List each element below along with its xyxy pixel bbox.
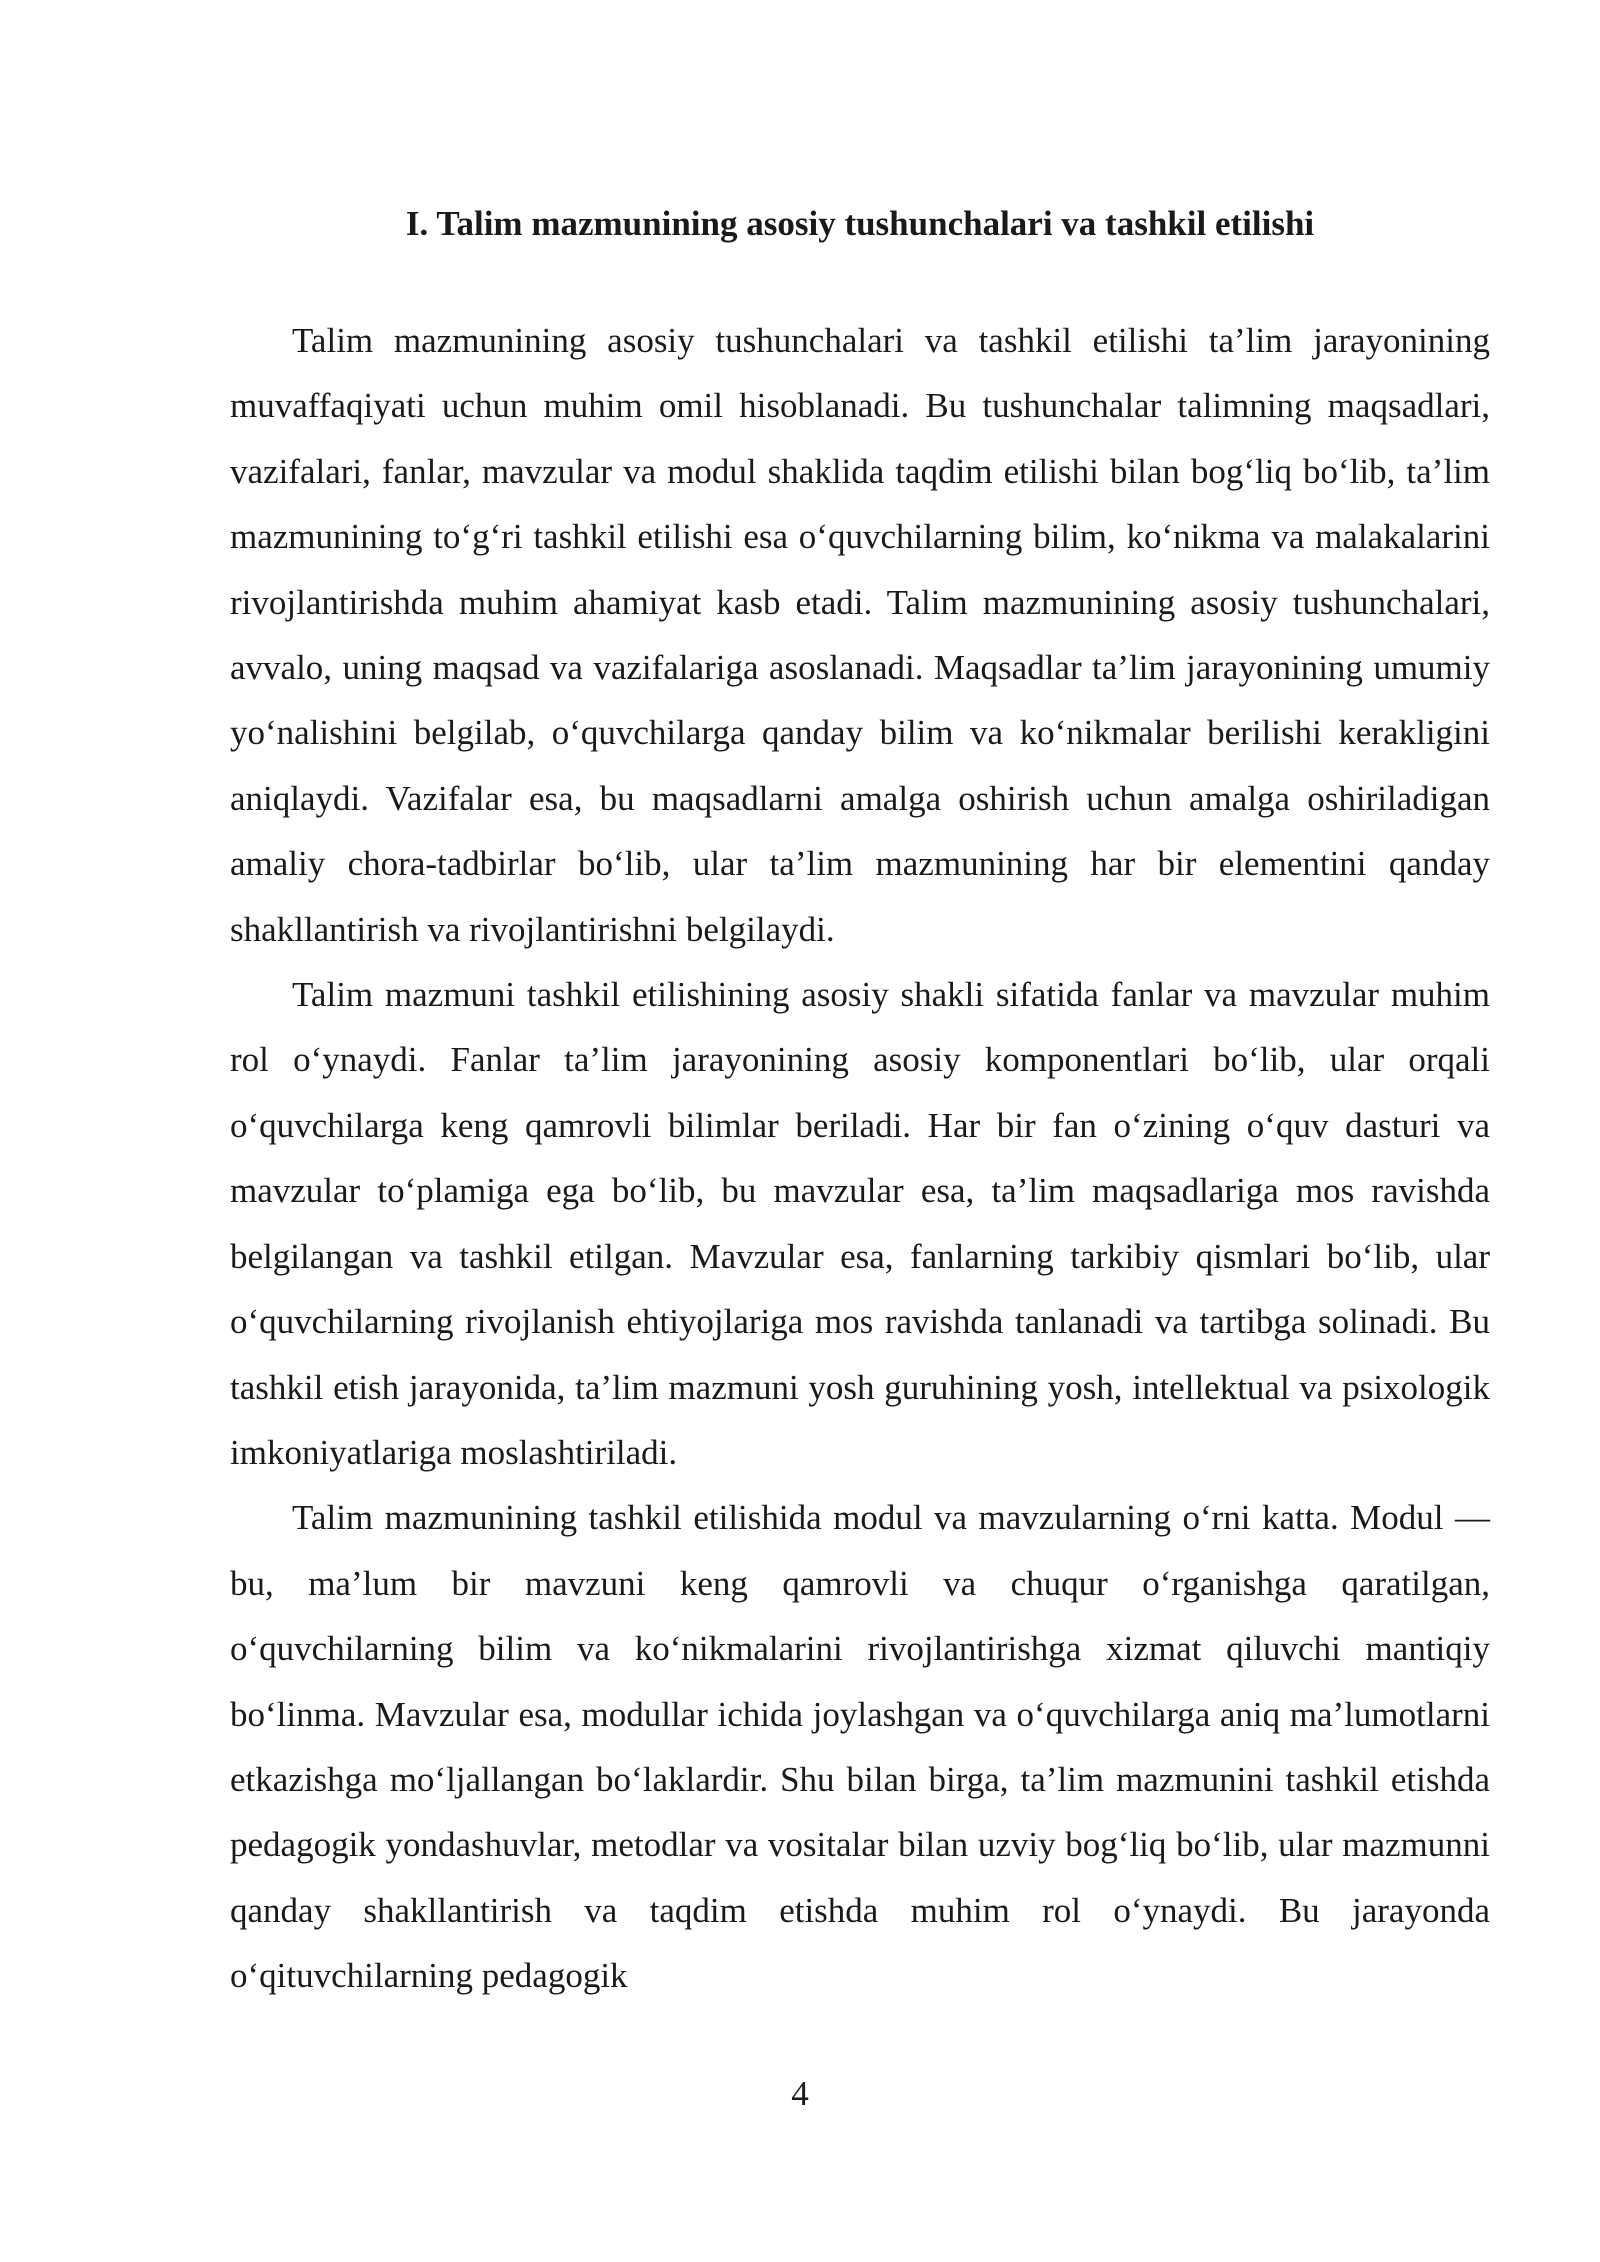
paragraph-2: Talim mazmuni tashkil etilishining asosiy shakli sifatida fanlar va mavzular muhim rol o‘ynaydi. Fanlar ta’lim jarayonining asosiy komponentlari bo‘lib, ular orqali o‘quvchilarga keng qamrovli bilimlar beriladi. Har bir fan o‘zining o‘quv dasturi va mavzular to‘plamiga ega bo‘lib, bu mavzular esa, ta’lim maqsadlariga mos ravishda belgilangan va tashkil etilgan. Mavzular esa, fanlarning tarkibiy qismlari bo‘lib, ular o‘quvchilarning rivojlanish ehtiyojlariga mos ravishda tanlanadi va tartibga solinadi. Bu tashkil etish jarayonida, ta’lim mazmuni yosh guruhining yosh, intellektual va psixologik imkoniyatlariga moslashtiriladi. [230, 975, 1490, 1472]
paragraph-1: Talim mazmunining asosiy tushunchalari va tashkil etilishi ta’lim jarayonining muvaffaqiyati uchun muhim omil hisoblanadi. Bu tushunchalar talimning maqsadlari, vazifalari, fanlar, mavzular va modul shaklida taqdim etilishi bilan bog‘liq bo‘lib, ta’lim mazmunining to‘g‘ri tashkil etilishi esa o‘quvchilarning bilim, ko‘nikma va malakalarini rivojlantirishda muhim ahamiyat kasb etadi. Talim mazmunining asosiy tushunchalari, avvalo, uning maqsad va vazifalariga asoslanadi. Maqsadlar ta’lim jarayonining umumiy yo‘nalishini belgilab, o‘quvchilarga qanday bilim va ko‘nikmalar berilishi kerakligini aniqlaydi. Vazifalar esa, bu maqsadlarni amalga oshirish uchun amalga oshiriladigan amaliy chora-tadbirlar bo‘lib, ular ta’lim mazmunining har bir elementini qanday shakllantirish va rivojlantirishni belgilaydi. [230, 321, 1490, 949]
section-heading: I. Talim mazmunining asosiy tushunchalari va tashkil etilishi [405, 204, 1315, 243]
paragraph-3: Talim mazmunining tashkil etilishida modul va mavzularning o‘rni katta. Modul — bu, ma’lum bir mavzuni keng qamrovli va chuqur o‘rganishga qaratilgan, o‘quvchilarning bilim va ko‘nikmalarini rivojlantirishga xizmat qiluvchi mantiqiy bo‘linma. Mavzular esa, modullar ichida joylashgan va o‘quvchilarga aniq ma’lumotlarni etkazishga mo‘ljallangan bo‘laklardir. Shu bilan birga, ta’lim mazmunini tashkil etishda pedagogik yondashuvlar, metodlar va vositalar bilan uzviy bog‘liq bo‘lib, ular mazmunni qanday shakllantirish va taqdim etishda muhim rol o‘ynaydi. Bu jarayonda o‘qituvchilarning pedagogik [230, 1498, 1490, 1996]
page-number: 4 [791, 2074, 809, 2113]
body-text [230, 308, 1490, 2009]
